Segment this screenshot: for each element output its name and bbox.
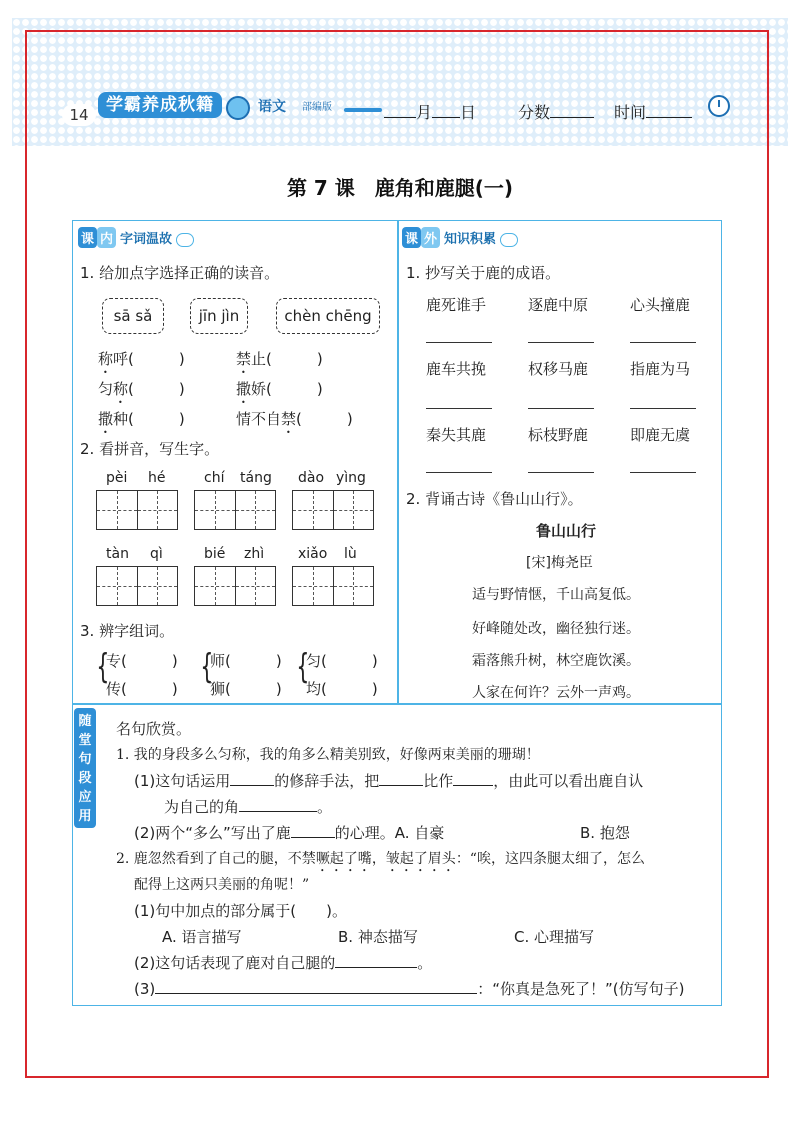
- pinyin-label: xiǎo: [298, 546, 328, 562]
- option-b[interactable]: B. 神态描写: [338, 928, 418, 946]
- question-1-1-cont[interactable]: 为自己的角 。: [164, 798, 333, 816]
- tag-text: 字词温故: [120, 232, 173, 247]
- tag-char-1: 课: [78, 227, 97, 248]
- time-field[interactable]: [614, 100, 692, 123]
- clock-icon: [708, 95, 730, 117]
- answer-line[interactable]: [528, 472, 594, 473]
- poem-title: 鲁山山行: [536, 522, 597, 540]
- writing-grid[interactable]: [292, 490, 374, 530]
- option-a[interactable]: A. 语言描写: [162, 928, 242, 946]
- answer-line[interactable]: [630, 472, 696, 473]
- question-1-2[interactable]: (2)两个“多么”写出了鹿 的心理。A. 自豪: [134, 824, 445, 842]
- sentence-2: 2. 鹿忽然看到了自己的腿，不禁噘起了嘴，皱起了眉头：“唉，这四条腿太细了，怎么: [116, 851, 645, 867]
- idiom: 逐鹿中原: [528, 296, 589, 314]
- writing-grid[interactable]: [194, 566, 276, 606]
- writing-grid[interactable]: [96, 566, 178, 606]
- option-c[interactable]: C. 心理描写: [514, 928, 595, 946]
- word-group-item[interactable]: 传( ): [106, 680, 178, 698]
- idiom: 鹿死谁手: [426, 296, 487, 314]
- edition-label: 部编版: [302, 102, 332, 113]
- question-1: 1. 抄写关于鹿的成语。: [406, 264, 561, 282]
- word-group-item[interactable]: 匀( ): [306, 652, 378, 670]
- pinyin-label: qì: [150, 546, 163, 562]
- writing-grid[interactable]: [194, 490, 276, 530]
- idiom: 指鹿为马: [630, 360, 691, 378]
- mascot-icon: [226, 96, 250, 120]
- answer-line[interactable]: [426, 408, 492, 409]
- option-b[interactable]: B. 抱怨: [580, 824, 630, 842]
- sentence-2-cont: 配得上这两只美丽的角呢！”: [134, 877, 310, 893]
- question-2-2[interactable]: (2)这句话表现了鹿对自己腿的 。: [134, 954, 433, 972]
- pinyin-label: yìng: [336, 470, 366, 486]
- month-label: 月: [416, 103, 433, 122]
- poem-line: 好峰随处改，幽径独行迷。: [472, 621, 640, 637]
- brace: {: [200, 647, 214, 687]
- idiom: 鹿车共挽: [426, 360, 487, 378]
- brace: {: [296, 647, 310, 687]
- score-label: 分数: [518, 103, 551, 122]
- pinyin-label: chí: [204, 470, 225, 486]
- answer-line[interactable]: [630, 342, 696, 343]
- pinyin-label: tàn: [106, 546, 129, 562]
- question-2: 2. 背诵古诗《鲁山山行》。: [406, 490, 583, 508]
- tag-text: 知识积累: [444, 232, 497, 247]
- time-label: 时间: [614, 103, 647, 122]
- poem-line: 霜落熊升树，林空鹿饮溪。: [472, 653, 640, 669]
- question-2-3[interactable]: (3) ：“你真是急死了！”(仿写句子): [134, 980, 685, 998]
- pinyin-label: bié: [204, 546, 226, 562]
- question-3: 3. 辨字组词。: [80, 622, 175, 640]
- tag-char-2: 外: [421, 227, 440, 248]
- answer-line[interactable]: [630, 408, 696, 409]
- poem-line: 适与野情惬，千山高复低。: [472, 587, 640, 603]
- poem-author: [宋]梅尧臣: [526, 555, 593, 571]
- writing-grid[interactable]: [96, 490, 178, 530]
- poem-line: 人家在何许？云外一声鸡。: [472, 685, 640, 701]
- answer-line[interactable]: [528, 342, 594, 343]
- answer-line[interactable]: [528, 408, 594, 409]
- book-icon: [176, 233, 194, 247]
- tag-char-1: 课: [402, 227, 421, 248]
- pronunciation-item[interactable]: 撒种( ): [98, 410, 185, 428]
- pronunciation-item[interactable]: 匀称( ): [98, 380, 185, 398]
- extra-curricular-tag: [402, 227, 518, 248]
- question-2: 2. 看拼音，写生字。: [80, 440, 220, 458]
- pinyin-option: chèn chēng: [276, 298, 380, 334]
- date-field[interactable]: [384, 100, 476, 123]
- word-group-item[interactable]: 均( ): [306, 680, 378, 698]
- lesson-title: 第 7 课 鹿角和鹿腿(一): [286, 176, 514, 200]
- pinyin-option: jīn jìn: [190, 298, 248, 334]
- pronunciation-item[interactable]: 撒娇( ): [236, 380, 323, 398]
- idiom: 权移马鹿: [528, 360, 589, 378]
- brace: {: [96, 647, 110, 687]
- writing-grid[interactable]: [292, 566, 374, 606]
- subject-label: 语文: [258, 99, 286, 115]
- pinyin-label: hé: [148, 470, 166, 486]
- brand-title: 学霸养成秋籍: [98, 92, 222, 118]
- pencil-icon: [344, 108, 382, 112]
- page-number: 14: [62, 104, 96, 126]
- book-icon: [500, 233, 518, 247]
- section-heading: 名句欣赏。: [116, 720, 192, 738]
- day-label: 日: [460, 103, 477, 122]
- pronunciation-item[interactable]: 称呼( ): [98, 350, 185, 368]
- word-group-item[interactable]: 专( ): [106, 652, 178, 670]
- idiom: 秦失其鹿: [426, 426, 487, 444]
- side-tab: 随堂句段应用: [74, 708, 96, 828]
- score-field[interactable]: [518, 100, 594, 123]
- word-group-item[interactable]: 狮( ): [210, 680, 282, 698]
- pinyin-label: pèi: [106, 470, 128, 486]
- pinyin-label: dào: [298, 470, 325, 486]
- word-group-item[interactable]: 师( ): [210, 652, 282, 670]
- question-1-1[interactable]: (1)这句话运用 的修辞手法，把 比作 ，由此可以看出鹿自认: [134, 772, 644, 790]
- in-class-tag: [78, 227, 194, 248]
- pinyin-label: táng: [240, 470, 272, 486]
- answer-line[interactable]: [426, 472, 492, 473]
- sentence-1: 1. 我的身段多么匀称，我的角多么精美别致，好像两束美丽的珊瑚！: [116, 747, 540, 763]
- pronunciation-item[interactable]: 情不自禁( ): [236, 410, 353, 428]
- pronunciation-item[interactable]: 禁止( ): [236, 350, 323, 368]
- answer-line[interactable]: [426, 342, 492, 343]
- question-1: 1. 给加点字选择正确的读音。: [80, 264, 280, 282]
- idiom: 标枝野鹿: [528, 426, 589, 444]
- idiom: 心头撞鹿: [630, 296, 691, 314]
- idiom: 即鹿无虞: [630, 426, 691, 444]
- pinyin-option: sā sǎ: [102, 298, 164, 334]
- pinyin-label: lù: [344, 546, 357, 562]
- question-2-1[interactable]: (1)句中加点的部分属于( )。: [134, 902, 347, 920]
- pinyin-label: zhì: [244, 546, 265, 562]
- tag-char-2: 内: [97, 227, 116, 248]
